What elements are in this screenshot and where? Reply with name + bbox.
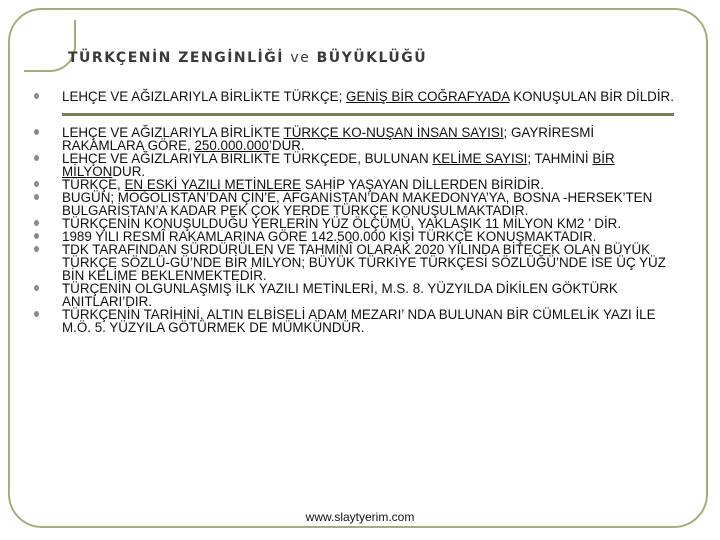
item-text: LEHÇE VE AĞIZLARIYLA BİRLİKTE xyxy=(62,125,284,140)
title-part-2: ve xyxy=(290,50,311,66)
item-text: BUGÜN; MOĞOLİSTAN’DAN ÇİN’E, AFGANİSTAN’DAN MAKEDONYA’YA, BOSNA -HERSEK’TEN BULGARİSTAN’A KADAR PEK ÇOK YERDE TÜRKÇE KONUŞULMAKTADIR. xyxy=(62,190,653,218)
bullet-icon xyxy=(34,194,39,200)
footer-url: www.slaytyerim.com xyxy=(305,510,415,524)
item-text: SAHİP YAŞAYAN DİLLERDEN BİRİDİR. xyxy=(301,177,544,192)
item-text-underlined: EN ESKİ YAZILI METİNLERE xyxy=(124,177,302,192)
bullet-icon xyxy=(34,220,39,226)
item-text: DUR. xyxy=(112,164,146,179)
bullet-list xyxy=(34,90,674,334)
bullet-icon xyxy=(34,311,39,317)
item-text: TÜRKÇENİN KONUŞULDUĞU YERLERİN YÜZ ÖLÇÜMÜ, YAKLAŞIK 11 MİLYON KM2 ’ DİR. xyxy=(62,216,622,231)
title-part-3: BÜYÜKLÜĞÜ xyxy=(310,50,428,66)
list-item xyxy=(34,90,674,103)
item-text: ’DUR. xyxy=(268,138,305,153)
item-text: TÜRÇENİN OLGUNLAŞMIŞ İLK YAZILI METİNLERİ, M.S. 8. YÜZYILDA DİKİLEN GÖKTÜRK ANITLARI’DIR. xyxy=(62,281,618,309)
item-text-underlined: 250.000.000 xyxy=(194,138,269,153)
item-text: TÜRKÇENİN TARİHİNİ, ALTIN ELBİSELİ ADAM MEZARI’ NDA BULUNAN BİR CÜMLELİK YAZI İLE M.Ö. 5. YÜZYILA GÖTÜRMEK DE MÜMKÜNDÜR. xyxy=(62,307,656,335)
item-text-underlined: GENİŞ BİR COĞRAFYADA xyxy=(346,89,510,104)
item-text: TÜRKÇE, xyxy=(62,177,125,192)
item-text: KONUŞULAN BİR DİLDİR. xyxy=(509,89,674,104)
item-text: ; TAHMİNİ xyxy=(527,151,593,166)
list-item xyxy=(34,152,674,178)
slide-title xyxy=(68,50,427,66)
bullet-icon xyxy=(34,93,39,99)
bullet-icon xyxy=(34,246,39,252)
bullet-icon xyxy=(34,155,39,161)
bullet-icon xyxy=(34,181,39,187)
title-part-1: TÜRKÇENİN ZENGİNLİĞİ xyxy=(68,50,291,66)
item-text: ; GAYRİRESMİ RAKAMLARA GÖRE, xyxy=(62,125,595,153)
list-item xyxy=(34,126,674,152)
item-text-underlined: KELİME SAYISI xyxy=(432,151,528,166)
item-text-underlined: BİR MİLYON xyxy=(62,151,615,179)
bullet-icon xyxy=(34,285,39,291)
list-item xyxy=(34,308,674,334)
item-text: TDK TARAFINDAN SÜRDÜRÜLEN VE TAHMİNÎ OLARAK 2020 YILINDA BİTECEK OLAN BÜYÜK TÜRKÇE SÖZLÜ-GÜ’NDE BİR MİLYON; BÜYÜK TÜRKİYE TÜRKÇESİ SÖZLÜĞÜ’NDE İSE ÜÇ YÜZ BİN KELİME BEKLENMEKTEDİR. xyxy=(62,242,666,283)
list-item xyxy=(34,191,674,217)
bullet-icon xyxy=(34,129,39,135)
divider-line xyxy=(62,113,674,116)
item-text-underlined: TÜRKÇE KO-NUŞAN İNSAN SAYISI xyxy=(283,125,504,140)
item-text: LEHÇE VE AĞIZLARIYLA BİRLİKTE TÜRKÇE; xyxy=(62,89,347,104)
list-item xyxy=(34,282,674,308)
list-item xyxy=(34,243,674,282)
item-text: 1989 YILI RESMÎ RAKAMLARINA GÖRE 142.500.000 KİŞİ TÜRKÇE KONUŞMAKTADIR. xyxy=(62,229,597,244)
bullet-icon xyxy=(34,233,39,239)
item-text: LEHÇE VE AĞIZLARIYLA BİRLİKTE TÜRKÇEDE, BULUNAN xyxy=(62,151,433,166)
